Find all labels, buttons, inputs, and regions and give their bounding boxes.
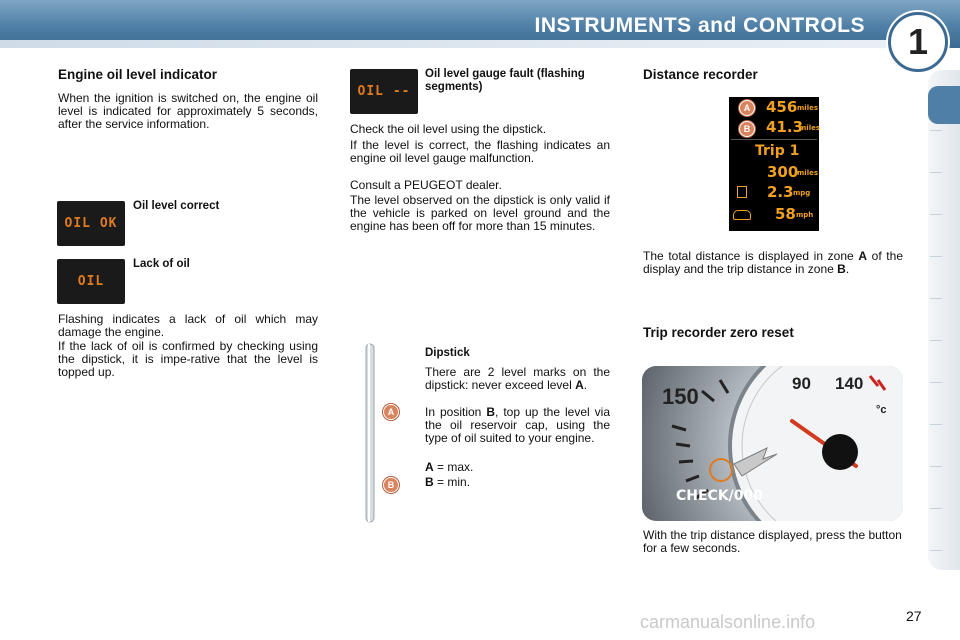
oil-fault-p2: If the level is correct, the flashing indicates an engine oil level gauge malfunction. [350, 138, 610, 165]
tab-divider [930, 550, 942, 551]
oil-fault-p1: Check the oil level using the dipstick. [350, 122, 547, 136]
mpg-unit: mpg [793, 189, 811, 197]
trip-distance-value: 41.3 [766, 118, 804, 136]
speed-value: 58 [775, 205, 796, 223]
page-title: INSTRUMENTS and CONTROLS [534, 14, 865, 37]
tab-divider [930, 130, 942, 131]
tab-divider [930, 214, 942, 215]
tab-divider [930, 382, 942, 383]
display-zone-a: A [739, 100, 755, 116]
dipstick-mark-b: B [383, 477, 399, 493]
tab-divider [930, 466, 942, 467]
lack-oil-para2: If the lack of oil is confirmed by checking using the dipstick, it is impe-rative that the level is topped up. [58, 339, 318, 379]
tab-divider [930, 340, 942, 341]
total-distance-unit: miles [797, 104, 819, 112]
gauge-140: 140 [835, 374, 864, 393]
distance-display [729, 97, 819, 231]
chapter-number: 1 [888, 12, 948, 72]
car-icon [733, 210, 751, 220]
trip-reset-text: With the trip distance displayed, press the button for a few seconds. [643, 528, 902, 555]
oil-fault-title: Oil level gauge fault (flashing segments) [425, 68, 585, 93]
oil-fault-p4: The level observed on the dipstick is only valid if the vehicle is parked on level ground and the engine has been off for more than 15 minutes. [350, 193, 610, 233]
chapter-tab-bar [928, 70, 960, 570]
dashboard-gauge-photo [642, 366, 903, 521]
lack-of-oil-title: Lack of oil [133, 258, 190, 270]
dipstick-p2: In position B, top up the level via the oil reservoir cap, using the type of oil suited to your engine. [425, 405, 610, 445]
trip-miles-value: 300 [767, 163, 799, 181]
trip-reset-heading: Trip recorder zero reset [643, 325, 794, 340]
dipstick-mark-a: A [383, 404, 399, 420]
engine-oil-heading: Engine oil level indicator [58, 67, 218, 82]
engine-oil-intro: When the ignition is switched on, the engine oil level is indicated for approximately 5 seconds, after the service information. [58, 91, 318, 131]
dipstick-a-max: A = max. [425, 460, 474, 474]
oil-fault-display: OIL -- [350, 69, 418, 114]
total-distance-value: 456 [766, 98, 798, 116]
speed-unit: mph [796, 211, 814, 219]
page-number: 27 [906, 608, 922, 624]
dipstick-illustration [355, 340, 395, 525]
tab-divider [930, 508, 942, 509]
display-zone-b: B [739, 121, 755, 137]
oil-correct-title: Oil level correct [133, 200, 220, 212]
trip-miles-unit: miles [797, 169, 819, 177]
distance-recorder-heading: Distance recorder [643, 67, 758, 82]
oil-ok-display: OIL OK [57, 201, 125, 246]
distance-text: The total distance is displayed in zone A of the display and the trip distance in zone B. [643, 249, 903, 276]
check-reset-button-label: CHECK/000 [676, 488, 764, 504]
gauge-90: 90 [792, 374, 811, 393]
trip-label: Trip 1 [755, 143, 800, 159]
watermark: carmanualsonline.info [640, 612, 816, 632]
dipstick-title: Dipstick [425, 347, 470, 359]
gauge-150: 150 [662, 384, 699, 409]
lack-oil-display: OIL [57, 259, 125, 304]
oil-fault-p3: Consult a PEUGEOT dealer. [350, 178, 502, 192]
fuel-pump-icon [737, 186, 747, 198]
tab-divider [930, 298, 942, 299]
tab-divider [930, 424, 942, 425]
dipstick-p1: There are 2 level marks on the dipstick: never exceed level A. [425, 365, 610, 392]
gauge-degc: °c [876, 404, 887, 416]
dipstick-b-min: B = min. [425, 475, 471, 489]
chapter-tab-active[interactable] [928, 86, 960, 124]
lack-oil-para1: Flashing indicates a lack of oil which may damage the engine. [58, 312, 318, 339]
mpg-value: 2.3 [767, 183, 794, 201]
trip-distance-unit: miles [799, 124, 821, 132]
display-divider [731, 139, 817, 140]
header-swoosh [0, 40, 900, 48]
tab-divider [930, 256, 942, 257]
tab-divider [930, 172, 942, 173]
